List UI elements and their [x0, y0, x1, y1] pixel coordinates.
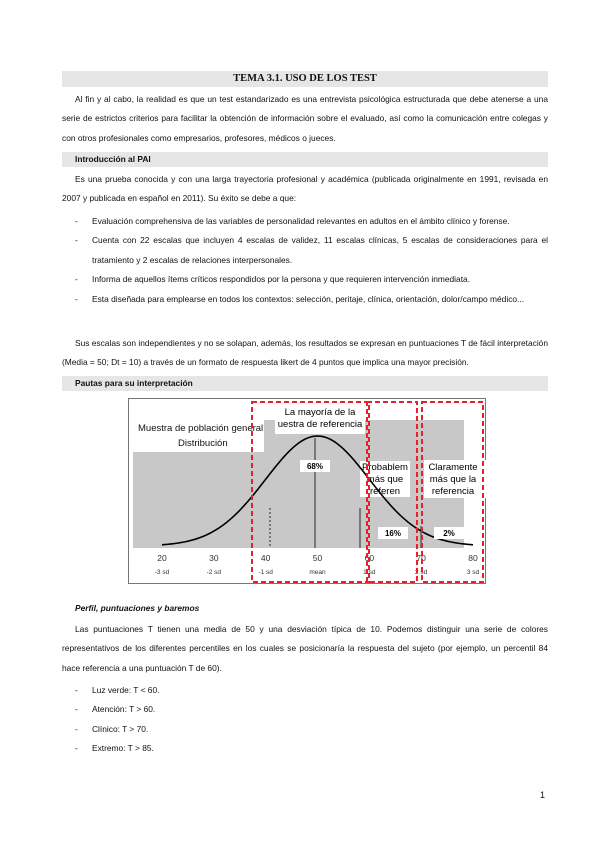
list-item: - Clínico: T > 70. — [62, 720, 548, 739]
majority-label-line-1: La mayoría de la — [284, 407, 356, 418]
tick-label: 20 — [157, 553, 167, 563]
intro-paragraph: Al fin y al cabo, la realidad es que un test estandarizado es una entrevista psicológica estructurada que debe atenerse a una serie de estrictos criterios para facilitar la obtención de información sobre el evaluado, así como la comunicación entre colegas y con otros profesionales como empresarios, profesores, médicos o jueces. — [62, 94, 548, 143]
list-item: - Cuenta con 22 escalas que incluyen 4 escalas de validez, 11 escalas clínicas, 5 escalas de consideraciones para el tratamiento y 2 escalas de relaciones interpersonales. — [62, 231, 548, 270]
sd-label: 3 sd — [466, 569, 480, 576]
page-number: 1 — [540, 790, 546, 800]
pct-center-label: 68% — [306, 462, 324, 471]
pai-closing-paragraph: Sus escalas son independientes y no se solapan, además, los resultados se expresan en puntuaciones T de fácil interpretación (Media = 50; Dt = 10) a través de un formato de respuesta likert de 4 puntos que implica una mayor precisión. — [62, 338, 548, 368]
clear-label-line-1: Claramente — [428, 462, 478, 473]
clear-label-line-3: referencia — [431, 486, 475, 497]
sd-label: 2 sd — [415, 569, 428, 576]
perfil-paragraph: Las puntuaciones T tienen una media de 50 y una desviación típica de 10. Podemos distinguir una serie de colores representativos de los diferentes percentiles en los cuales se posicionaría la respuesta del sujeto (por ejemplo, un percentil 84 hace referencia a una puntuación T de 60). — [62, 624, 548, 673]
probable-label-line-3: referen — [369, 486, 401, 497]
section-heading-pautas — [62, 376, 548, 391]
sd-label: mean — [309, 569, 326, 576]
tick-label: 60 — [364, 553, 375, 563]
distribution-label: Distribución — [178, 438, 228, 449]
normal-distribution-figure — [128, 398, 486, 584]
tick-label: 80 — [468, 553, 478, 563]
list-item: - Esta diseñada para emplearse en todos los contextos: selección, peritaje, clínica, orientación, dolor/campo médico... — [62, 290, 548, 309]
pct-right2-label: 2% — [443, 529, 455, 538]
section-heading-perfil: Perfil, puntuaciones y baremos — [75, 603, 200, 613]
list-item: - Extremo: T > 85. — [62, 739, 548, 758]
list-item: - Luz verde: T < 60. — [62, 681, 548, 700]
sd-label: -2 sd — [206, 569, 222, 576]
pct-right1-label: 16% — [384, 529, 402, 538]
probable-label-line-2: más que — [366, 474, 404, 485]
probable-label-line-1: Probablem — [362, 462, 408, 473]
list-item: - Atención: T > 60. — [62, 700, 548, 719]
pai-paragraph: Es una prueba conocida y con una larga trayectoria profesional y académica (publicada originalmente en 1991, revisada en 2007 y publicada en español en 2011). Su éxito se debe a que: — [62, 174, 548, 204]
perfil-bullet-list — [62, 681, 548, 759]
document-title: TEMA 3.1. USO DE LOS TEST — [62, 71, 548, 87]
sd-label: -3 sd — [154, 569, 170, 576]
list-item: - Evaluación comprehensiva de las variables de personalidad relevantes en adultos en el ámbito clínico y forense. — [62, 212, 548, 231]
section-heading-pautas-text: Pautas para su interpretación — [75, 378, 193, 388]
clear-label-line-2: más que la — [429, 474, 477, 485]
population-label: Muestra de población general — [138, 423, 264, 434]
section-heading-pai — [62, 152, 548, 167]
tick-label: 30 — [209, 553, 219, 563]
tick-label: 40 — [260, 553, 271, 563]
section-heading-pai-text: Introducción al PAI — [75, 154, 151, 164]
pai-bullet-list — [62, 212, 548, 309]
sd-label: -1 sd — [258, 569, 273, 576]
tick-label: 50 — [312, 553, 323, 563]
list-item: - Informa de aquellos ítems críticos respondidos por la persona y que requieren intervención inmediata. — [62, 270, 548, 289]
majority-label-line-2: uestra de referencia — [277, 419, 363, 430]
sd-label: 1 sd — [363, 569, 376, 576]
tick-label: 70 — [416, 553, 426, 563]
